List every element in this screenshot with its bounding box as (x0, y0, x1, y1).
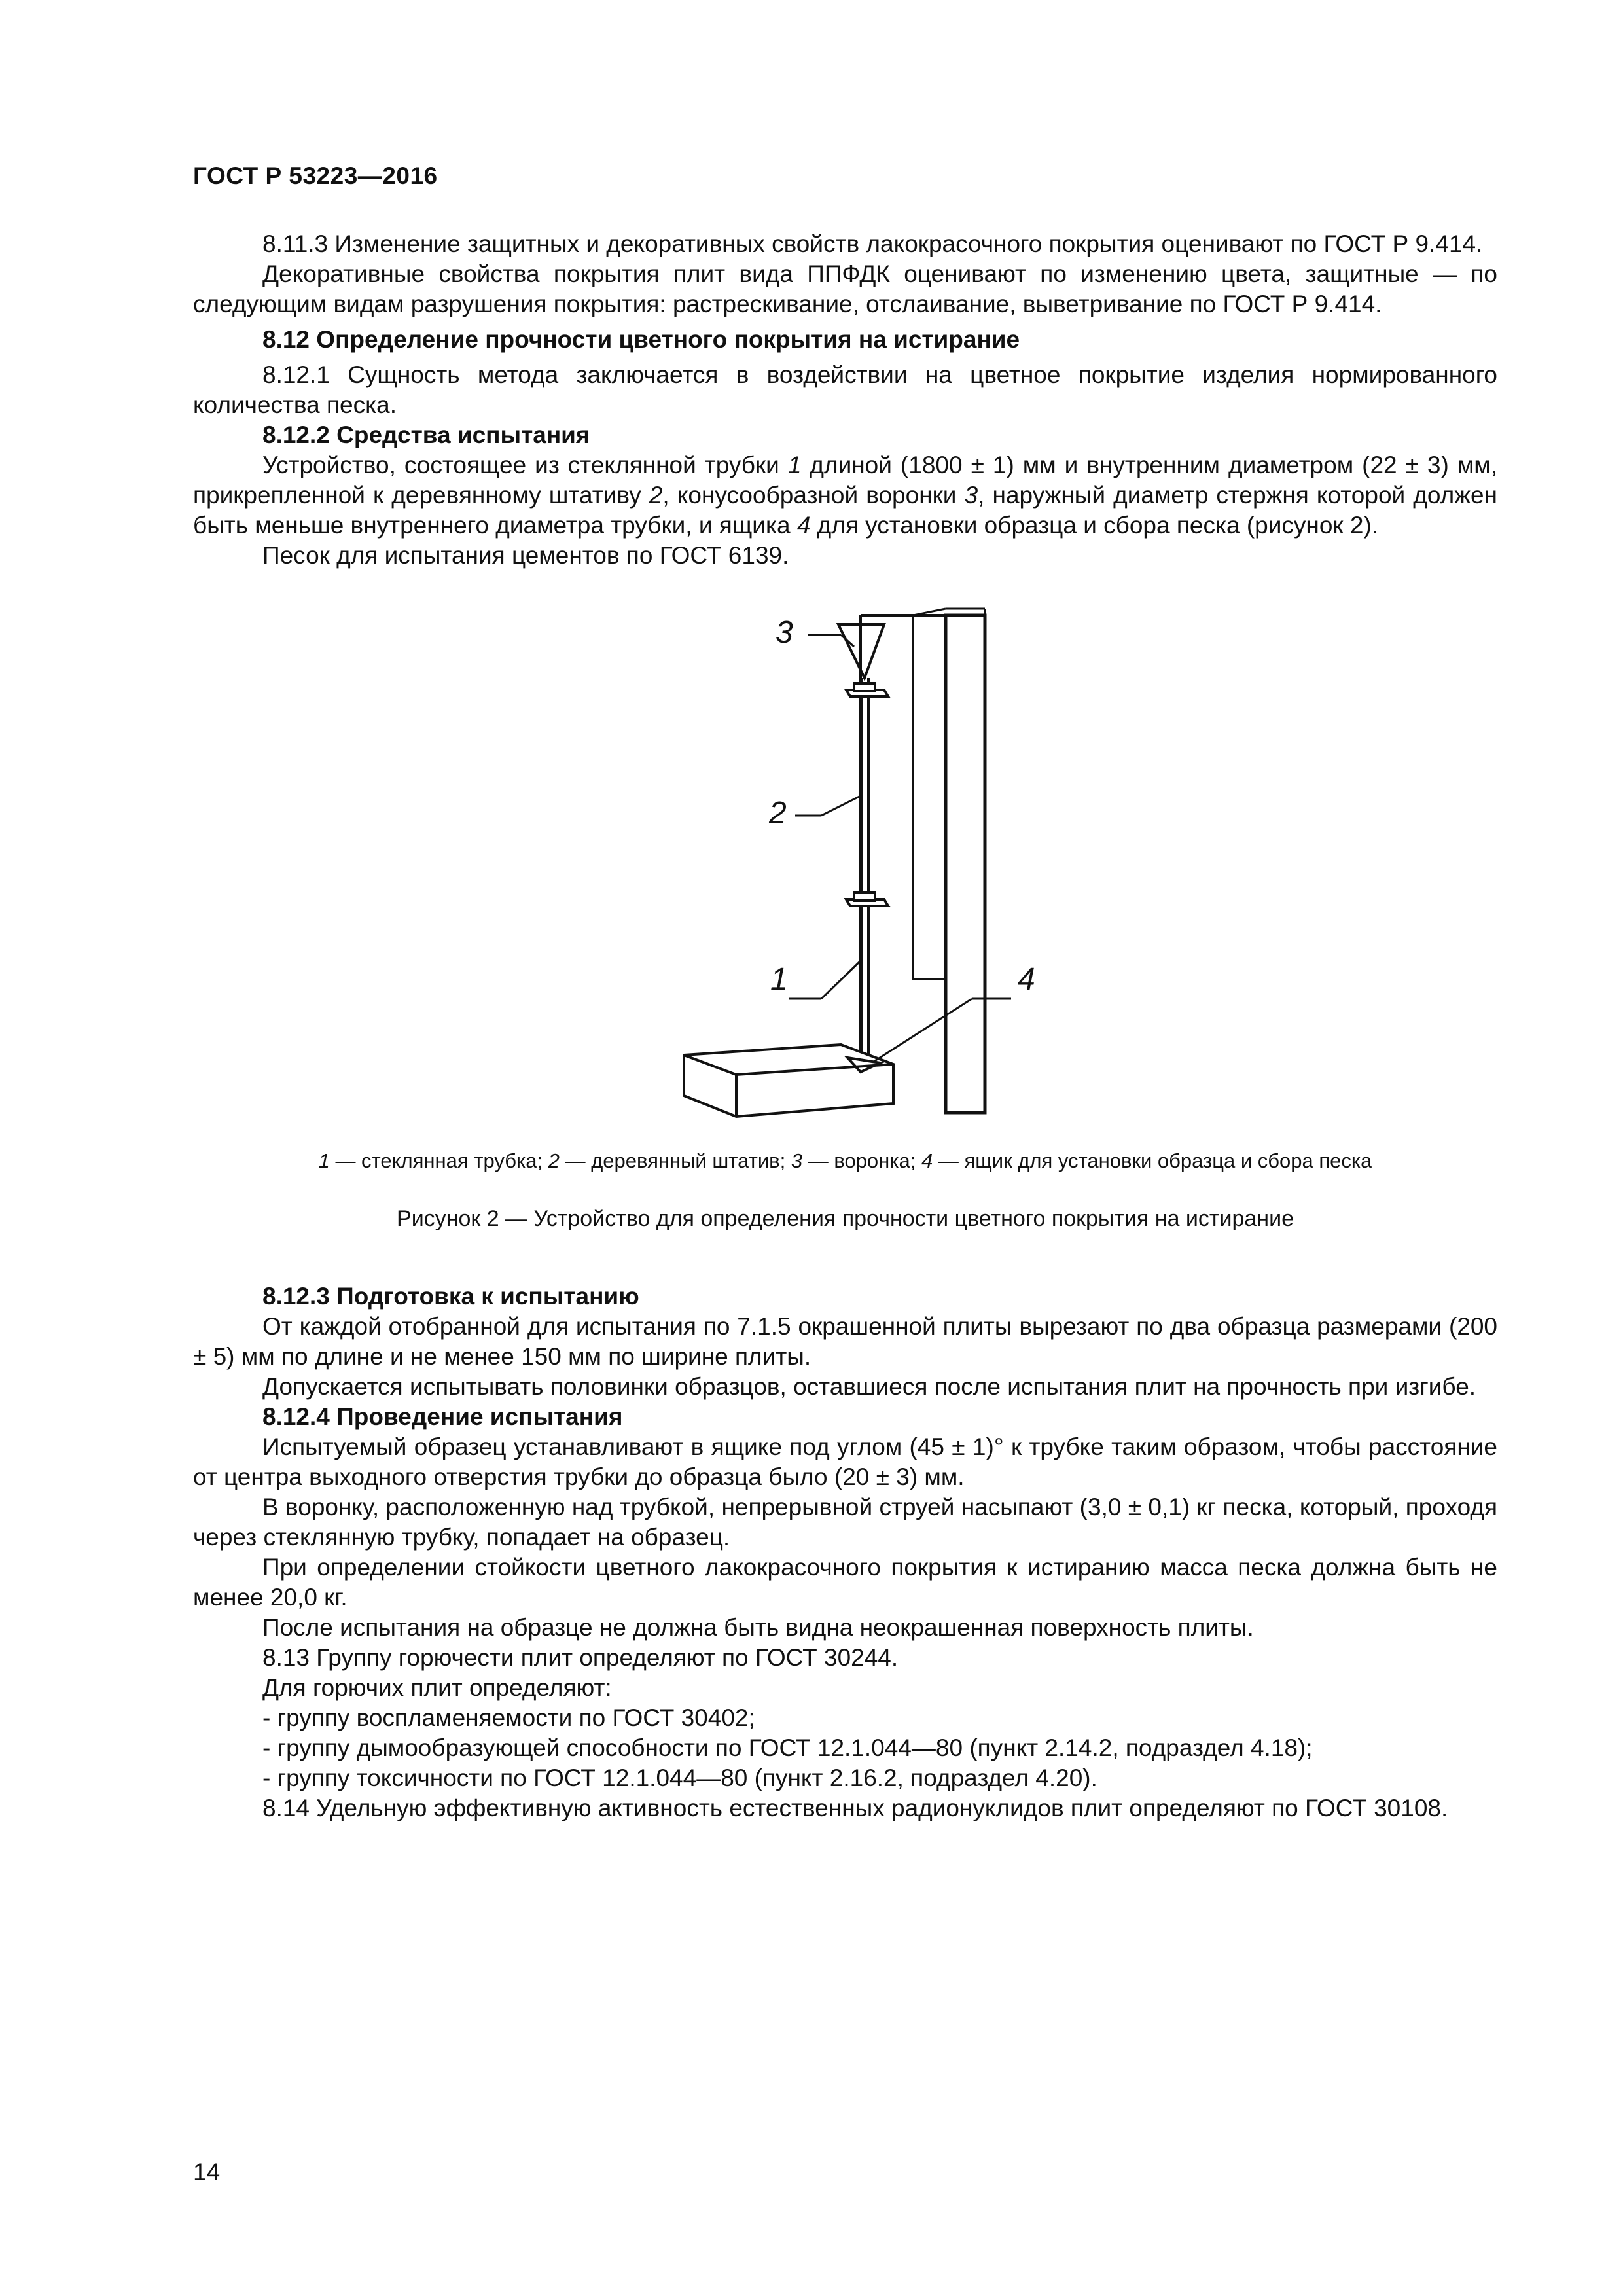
paragraph-8-12-4-b: В воронку, расположенную над трубкой, непрерывной струей насыпают (3,0 ± 0,1) кг песка, который, проходя через стеклянную трубку, попадает на образец. (193, 1494, 1497, 1551)
heading-8-12: 8.12 Определение прочности цветного покрытия на истирание (262, 326, 1020, 353)
paragraph-8-12-1: 8.12.1 Сущность метода заключается в воздействии на цветное покрытие изделия нормированного количества песка. (193, 361, 1497, 418)
paragraph-8-13: 8.13 Группу горючести плит определяют по ГОСТ 30244. (262, 1644, 899, 1671)
figure-2 (193, 606, 1497, 1123)
heading-8-12-4: 8.12.4 Проведение испытания (262, 1403, 623, 1430)
stand-front-face (946, 615, 985, 1113)
list-item: - группу дымообразующей способности по ГОСТ 12.1.044—80 (пункт 2.14.2, подраздел 4.18); (262, 1734, 1313, 1761)
paragraph-8-12-4-a: Испытуемый образец устанавливают в ящике под углом (45 ± 1)° к трубке таким образом, чтобы расстояние от центра выходного отверстия трубки до образца было (20 ± 3) мм. (193, 1433, 1497, 1490)
list-item: - группу токсичности по ГОСТ 12.1.044—80 (пункт 2.16.2, подраздел 4.20). (262, 1765, 1097, 1791)
paragraph-sand: Песок для испытания цементов по ГОСТ 6139. (262, 542, 789, 569)
label-3: 3 (776, 615, 793, 650)
sand-box (684, 1045, 893, 1117)
stand-side-face (913, 615, 946, 979)
label-4: 4 (1018, 962, 1035, 997)
paragraph-8-14: 8.14 Удельную эффективную активность естественных радионуклидов плит определяют по ГОСТ 30108. (262, 1795, 1448, 1821)
paragraph-8-12-4-c: При определении стойкости цветного лакокрасочного покрытия к истиранию масса песка должна быть не менее 20,0 кг. (193, 1554, 1497, 1611)
document-header: ГОСТ Р 53223—2016 (193, 162, 438, 189)
label-2: 2 (769, 796, 787, 831)
apparatus-drawing (645, 606, 1142, 1123)
document-body (193, 229, 1497, 1823)
paragraph-8-12-3-a: От каждой отобранной для испытания по 7.1.5 окрашенной плиты вырезают по два образца размерами (200 ± 5) мм по длине и не менее 150 мм по ширине плиты. (193, 1313, 1497, 1370)
heading-8-12-3: 8.12.3 Подготовка к испытанию (262, 1283, 639, 1310)
paragraph-decorative-properties: Декоративные свойства покрытия плит вида ППФДК оценивают по изменению цвета, защитные — по следующим видам разрушения покрытия: растрескивание, отслаивание, выветривание по ГОСТ Р 9.414. (193, 260, 1497, 317)
paragraph-8-12-4-d: После испытания на образце не должна быть видна неокрашенная поверхность плиты. (262, 1614, 1254, 1641)
heading-8-12-2: 8.12.2 Средства испытания (262, 422, 590, 448)
paragraph-8-13-intro: Для горючих плит определяют: (262, 1674, 612, 1701)
figure-caption: Рисунок 2 — Устройство для определения прочности цветного покрытия на истирание (397, 1206, 1294, 1231)
list-item: - группу воспламеняемости по ГОСТ 30402; (262, 1704, 755, 1731)
paragraph-8-12-2-device: Устройство, состоящее из стеклянной трубки 1 длиной (1800 ± 1) мм и внутренним диаметром (22 ± 3) мм, прикрепленной к деревянному штативу 2, конусообразной воронки 3, наружный диаметр стержня которой должен быть меньше внутреннего диаметра трубки, и ящика 4 для установки образца и сбора песка (рисунок 2). (193, 452, 1497, 539)
figure-legend: 1 — стеклянная трубка; 2 — деревянный штатив; 3 — воронка; 4 — ящик для установки образца и сбора песка (318, 1149, 1372, 1172)
paragraph-8-11-3: 8.11.3 Изменение защитных и декоративных свойств лакокрасочного покрытия оценивают по ГОСТ Р 9.414. (262, 230, 1483, 257)
paragraph-8-12-3-b: Допускается испытывать половинки образцов, оставшиеся после испытания плит на прочность при изгибе. (262, 1373, 1476, 1400)
page-number: 14 (193, 2159, 221, 2185)
label-1: 1 (770, 962, 788, 997)
